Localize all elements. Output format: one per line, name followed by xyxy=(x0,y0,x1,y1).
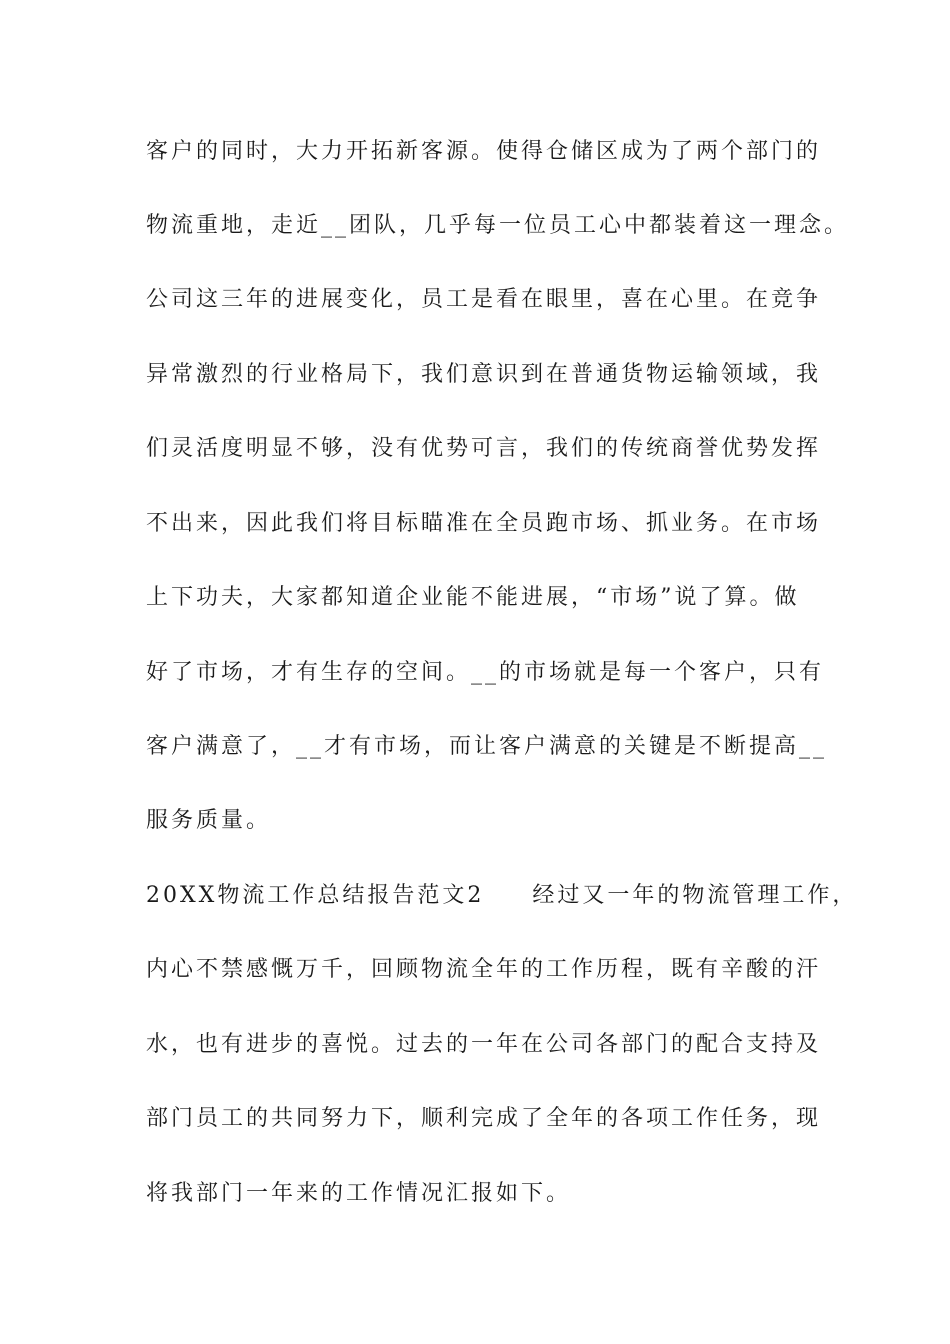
section-heading-line xyxy=(146,881,858,911)
paragraph-line: 内心不禁感慨万千，回顾物流全年的工作历程，既有辛酸的汗 xyxy=(146,957,822,982)
paragraph-line: 们灵活度明显不够，没有优势可言，我们的传统商誉优势发挥 xyxy=(146,436,822,461)
paragraph-line: 上下功夫，大家都知道企业能不能进展，“市场”说了算。做 xyxy=(146,585,800,610)
paragraph-line: 物流重地，走近__团队，几乎每一位员工心中都装着这一理念。 xyxy=(146,213,850,238)
section-first-line: 经过又一年的物流管理工作， xyxy=(532,883,858,908)
paragraph-line: 服务质量。 xyxy=(146,808,272,833)
paragraph-line: 公司这三年的进展变化，员工是看在眼里，喜在心里。在竞争 xyxy=(146,287,822,312)
paragraph-line: 部门员工的共同努力下，顺利完成了全年的各项工作任务，现 xyxy=(146,1106,822,1131)
paragraph-line: 将我部门一年来的工作情况汇报如下。 xyxy=(146,1181,572,1206)
paragraph-line: 客户满意了，__才有市场，而让客户满意的关键是不断提高__ xyxy=(146,734,828,759)
paragraph-line: 客户的同时，大力开拓新客源。使得仓储区成为了两个部门的 xyxy=(146,139,822,164)
paragraph-line: 水，也有进步的喜悦。过去的一年在公司各部门的配合支持及 xyxy=(146,1032,822,1057)
section-heading: 20XX物流工作总结报告范文2 xyxy=(146,883,485,908)
paragraph-line: 好了市场，才有生存的空间。__的市场就是每一个客户，只有 xyxy=(146,660,825,685)
paragraph-line: 不出来，因此我们将目标瞄准在全员跑市场、抓业务。在市场 xyxy=(146,511,822,536)
paragraph-line: 异常激烈的行业格局下，我们意识到在普通货物运输领域，我 xyxy=(146,362,822,387)
